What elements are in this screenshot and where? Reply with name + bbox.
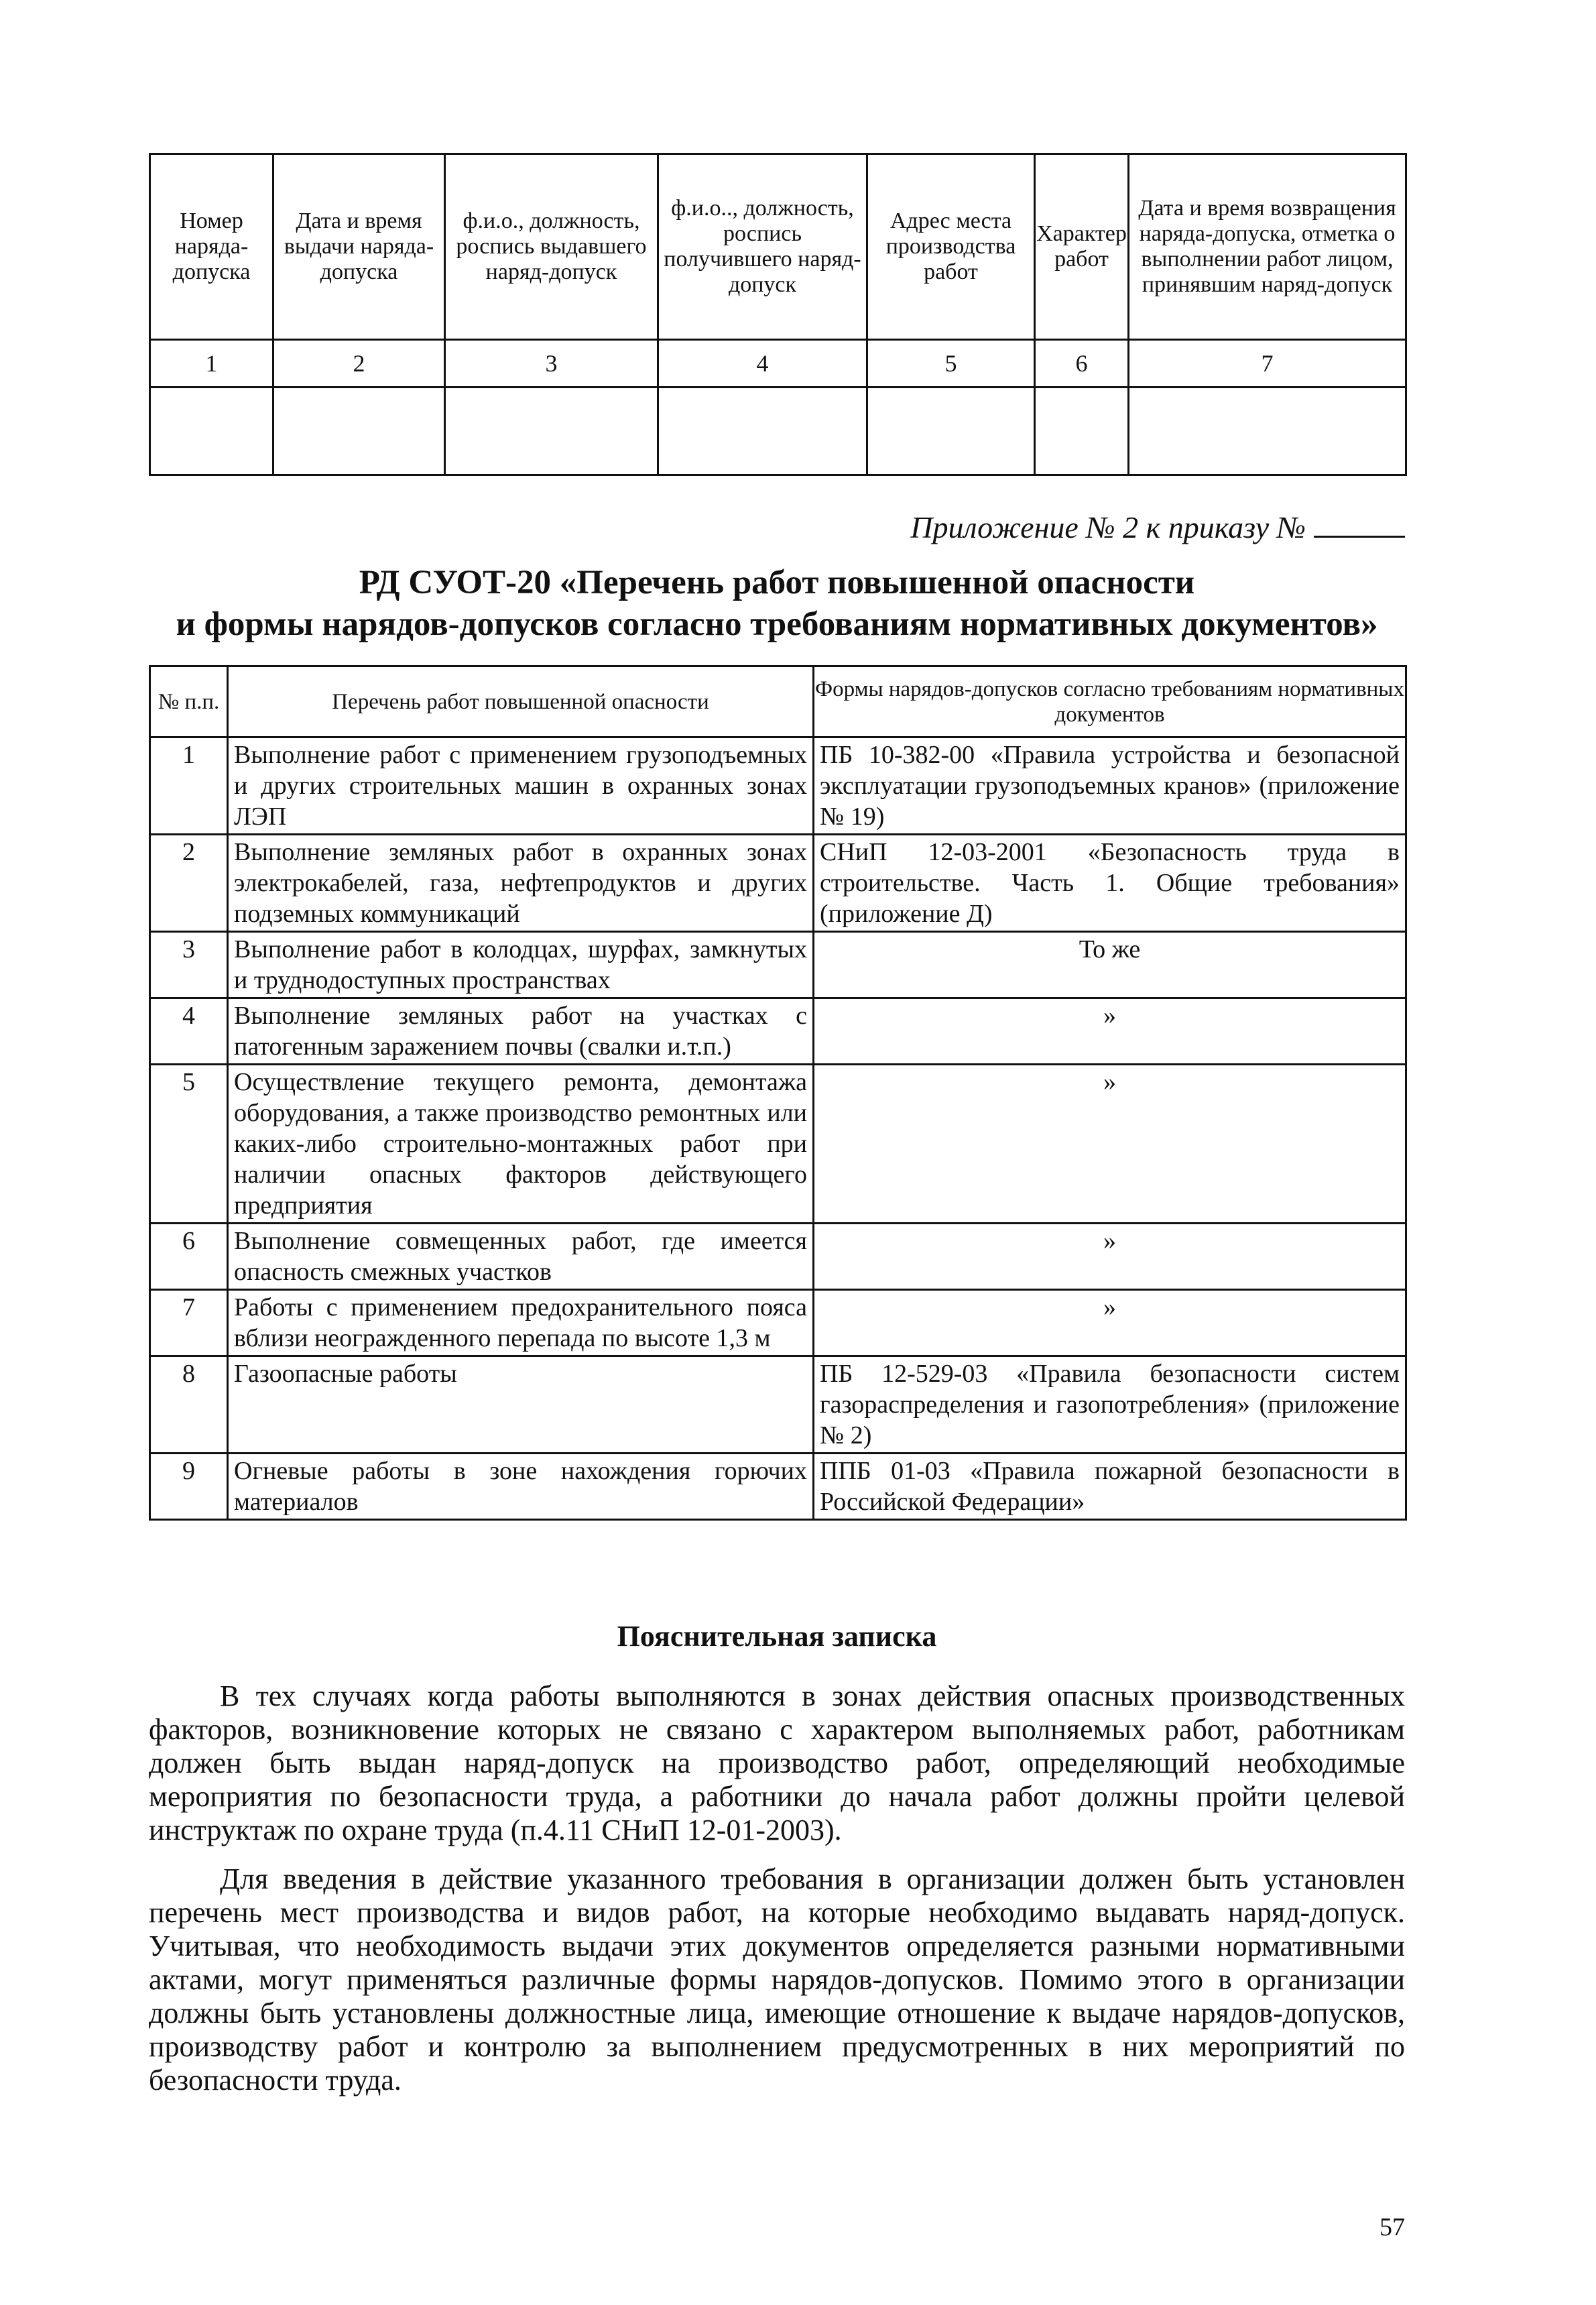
register-empty-cell xyxy=(867,388,1035,475)
register-table xyxy=(149,153,1407,476)
explanatory-note-title: Пояснительная записка xyxy=(617,1620,937,1653)
register-column-number: 3 xyxy=(445,340,658,388)
row-number: 1 xyxy=(150,737,228,835)
register-empty-cell xyxy=(658,388,867,475)
header-number: № п.п. xyxy=(150,666,228,737)
register-column-number: 1 xyxy=(150,340,273,388)
row-number: 4 xyxy=(150,998,228,1065)
register-header-cell: Дата и время выдачи наряда-допуска xyxy=(273,154,445,340)
row-work: Выполнение работ с применением грузоподъемных и других строительных машин в охранных зонах ЛЭП xyxy=(228,737,814,835)
table-row xyxy=(150,737,1406,835)
note-paragraph: В тех случаях когда работы выполняются в зонах действия опасных производственных факторов, возникновение которых не связано с характером выполняемых работ, работникам должен быть выдан наряд-допуск на производство работ, определяющий необходимые мероприятия по безопасности труда, а работники до начала работ должны пройти целевой инструктаж по охране труда (п.4.11 СНиП 12-01-2003). xyxy=(149,1679,1405,1846)
table-row xyxy=(150,1065,1406,1224)
register-empty-cell xyxy=(150,388,273,475)
table-row xyxy=(150,1290,1406,1356)
note-paragraph: Для введения в действие указанного требования в организации должен быть установлен перечень мест производства и видов работ, на которые необходимо выдавать наряд-допуск. Учитывая, что необходимость выдачи этих документов определяется разными нормативными актами, могут применяться различные формы нарядов-допусков. Помимо этого в организации должны быть установлены должностные лица, имеющие отношение к выдаче нарядов-допусков, производству работ и контролю за выполнением предусмотренных в них мероприятий по безопасности труда. xyxy=(149,1863,1405,2096)
register-header-cell: Адрес места производства работ xyxy=(867,154,1035,340)
register-empty-cell xyxy=(1035,388,1129,475)
hazardous-works-table xyxy=(149,665,1407,1521)
row-form: СНиП 12-03-2001 «Безопасность труда в строительстве. Часть 1. Общие требования» (приложение Д) xyxy=(814,835,1406,932)
register-empty-cell xyxy=(273,388,445,475)
row-number: 5 xyxy=(150,1065,228,1224)
row-form: » xyxy=(814,1290,1406,1356)
register-header-row xyxy=(150,154,1406,340)
table-row xyxy=(150,1356,1406,1454)
row-work: Выполнение земляных работ на участках с патогенным заражением почвы (свалки и.т.п.) xyxy=(228,998,814,1065)
order-number-blank xyxy=(1314,512,1405,538)
table-header-row xyxy=(150,666,1406,737)
register-header-cell: Номер наряда-допуска xyxy=(150,154,273,340)
row-form: ПБ 12-529-03 «Правила безопасности систем газораспределения и газопотребления» (приложение № 2) xyxy=(814,1356,1406,1454)
register-number-row xyxy=(150,340,1406,388)
row-form: То же xyxy=(814,932,1406,998)
row-form: ПБ 10-382-00 «Правила устройства и безопасной эксплуатации грузоподъемных кранов» (приложение № 19) xyxy=(814,737,1406,835)
table-row xyxy=(150,1454,1406,1520)
row-number: 3 xyxy=(150,932,228,998)
row-number: 8 xyxy=(150,1356,228,1454)
row-number: 6 xyxy=(150,1224,228,1290)
title-line: и формы нарядов-допусков согласно требованиям нормативных документов» xyxy=(176,605,1378,643)
register-empty-cell xyxy=(1129,388,1406,475)
register-column-number: 4 xyxy=(658,340,867,388)
table-row xyxy=(150,1224,1406,1290)
appendix-text: Приложение № 2 к приказу № xyxy=(910,510,1306,544)
header-works: Перечень работ повышенной опасности xyxy=(228,666,814,737)
row-form: » xyxy=(814,1065,1406,1224)
appendix-label xyxy=(871,510,1405,545)
row-number: 7 xyxy=(150,1290,228,1356)
register-empty-cell xyxy=(445,388,658,475)
row-form: ППБ 01-03 «Правила пожарной безопасности в Российской Федерации» xyxy=(814,1454,1406,1520)
register-column-number: 6 xyxy=(1035,340,1129,388)
register-header-cell: ф.и.о., должность, роспись выдавшего наряд-допуск xyxy=(445,154,658,340)
row-work: Огневые работы в зоне нахождения горючих материалов xyxy=(228,1454,814,1520)
row-form: » xyxy=(814,1224,1406,1290)
register-header-cell: ф.и.о.., должность, роспись получившего наряд-допуск xyxy=(658,154,867,340)
row-number: 2 xyxy=(150,835,228,932)
register-column-number: 5 xyxy=(867,340,1035,388)
register-column-number: 2 xyxy=(273,340,445,388)
register-column-number: 7 xyxy=(1129,340,1406,388)
row-work: Работы с применением предохранительного пояса вблизи неогражденного перепада по высоте 1,3 м xyxy=(228,1290,814,1356)
table-row xyxy=(150,998,1406,1065)
row-work: Газоопасные работы xyxy=(228,1356,814,1454)
row-form: » xyxy=(814,998,1406,1065)
row-work: Выполнение работ в колодцах, шурфах, замкнутых и труднодоступных пространствах xyxy=(228,932,814,998)
document-title xyxy=(149,562,1405,645)
register-header-cell: Дата и время возвращения наряда-допуска, отметка о выполнении работ лицом, принявшим наряд-допуск xyxy=(1129,154,1406,340)
table-row xyxy=(150,932,1406,998)
header-forms: Формы нарядов-допусков согласно требованиям нормативных документов xyxy=(814,666,1406,737)
register-header-cell: Характер работ xyxy=(1035,154,1129,340)
row-work: Выполнение совмещенных работ, где имеется опасность смежных участков xyxy=(228,1224,814,1290)
row-work: Выполнение земляных работ в охранных зонах электрокабелей, газа, нефтепродуктов и других подземных коммуникаций xyxy=(228,835,814,932)
row-number: 9 xyxy=(150,1454,228,1520)
title-line: РД СУОТ-20 «Перечень работ повышенной опасности xyxy=(359,564,1195,601)
page-number: 57 xyxy=(1379,2213,1405,2241)
row-work: Осуществление текущего ремонта, демонтажа оборудования, а также производство ремонтных или каких-либо строительно-монтажных работ при наличии опасных факторов действующего предприятия xyxy=(228,1065,814,1224)
table-row xyxy=(150,835,1406,932)
register-empty-row xyxy=(150,388,1406,475)
